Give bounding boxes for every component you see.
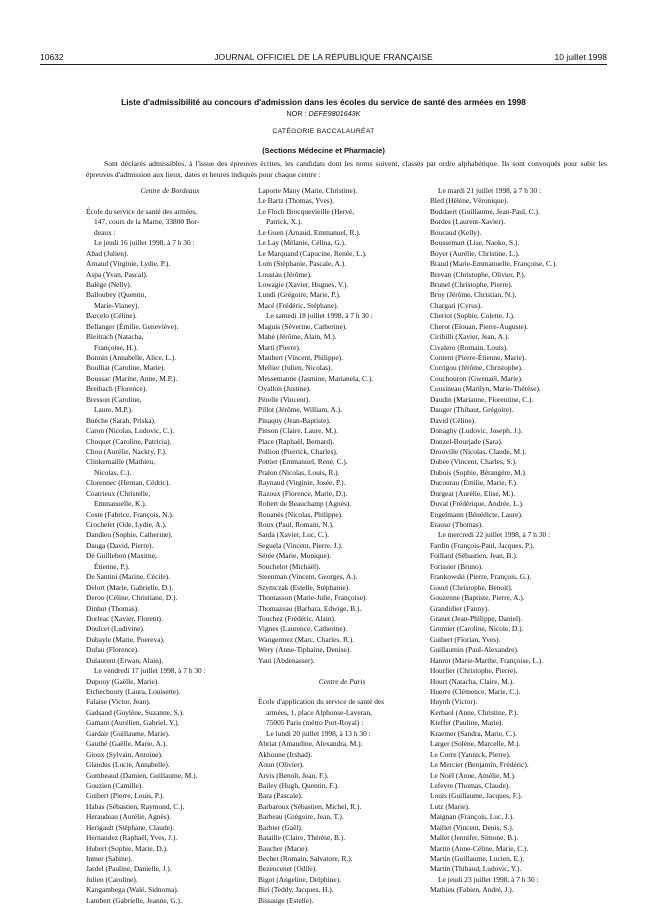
list-item: Louis (Guillaume, Jacques, F.). bbox=[430, 791, 523, 801]
list-item: Maguis (Séverine, Catherine). bbox=[258, 321, 348, 331]
entry-continuation: 75005 Paris (métro Port-Royal) : bbox=[266, 718, 364, 728]
list-item: Bailey (Hugh, Quentin, F.). bbox=[258, 780, 339, 790]
entry-continuation: Emmanuelle, K.). bbox=[94, 499, 147, 509]
list-item: Bonnin (Annabelle, Alice, L.). bbox=[86, 353, 177, 362]
journal-title: JOURNAL OFFICIEL DE LA RÉPUBLIQUE FRANÇAISE bbox=[214, 52, 433, 62]
list-item: Marti (Pierre). bbox=[258, 342, 301, 352]
list-item: Bissauge (Estelle). bbox=[258, 895, 314, 905]
list-item: Jardel (Pauline, Danielle, J.). bbox=[86, 864, 172, 874]
entry-continuation: Laure, M.P.). bbox=[94, 405, 133, 415]
list-item: Wery (Anne-Tiphaine, Denise). bbox=[258, 645, 352, 655]
centre-heading: Centre de Bordeaux bbox=[140, 186, 200, 195]
list-item: Ducourau (Émilie, Marie, F.). bbox=[430, 478, 518, 488]
list-item: Hernandez (Raphaël, Yves, J.). bbox=[86, 833, 178, 843]
list-item: Coste (Fabrice, François, N.). bbox=[86, 509, 174, 519]
list-item: Pottier (Emmanuel, René, C.). bbox=[258, 457, 348, 467]
list-item: Daudin (Marianne, Florentine, C.). bbox=[430, 394, 534, 404]
entry-continuation: Françoise, H.). bbox=[94, 342, 138, 352]
list-item: Boulliat (Caroline, Marie). bbox=[86, 363, 166, 373]
spacer bbox=[258, 666, 426, 676]
list-item: Bruy (Jérôme, Christian, N.). bbox=[430, 290, 517, 300]
column-1 bbox=[86, 186, 254, 906]
list-item: Balège (Nelly). bbox=[86, 279, 132, 289]
list-item: Durgeat (Aurélie, Elise, M.). bbox=[430, 488, 516, 498]
list-item: Gouel (Christophe, Benoit). bbox=[430, 582, 513, 592]
entry-continuation: Marie-Vianey). bbox=[94, 300, 140, 310]
list-item: Touchez (Frédéric, Alain). bbox=[258, 613, 336, 623]
list-item: Forissier (Bruno). bbox=[430, 561, 483, 571]
list-item: Thomazeau (Barbara, Edwige, B.). bbox=[258, 603, 362, 613]
list-item: Guillaumin (Paul-Alexandre). bbox=[430, 645, 519, 655]
list-item: Deroo (Céline, Christiane, D.). bbox=[86, 593, 178, 603]
list-item: Bellanger (Émilie, Geneviève). bbox=[86, 321, 179, 331]
list-item: Donaghy (Ludovic, Joseph, J.). bbox=[430, 426, 523, 436]
list-item: Pinson (Claire, Laure, M.). bbox=[258, 426, 338, 436]
column-3 bbox=[430, 186, 602, 896]
list-item: Aspa (Yvan, Pascal). bbox=[86, 269, 148, 279]
list-item: Gombeaud (Damien, Guillaume, M.). bbox=[86, 770, 198, 780]
list-item: Breibach (Florence). bbox=[86, 384, 148, 394]
list-item: Vignes (Laurence, Catherine). bbox=[258, 624, 348, 634]
list-item: Drouville (Nicolas, Claude, M.). bbox=[430, 446, 527, 456]
list-item: Abriat (Amandine, Alexandra, M.). bbox=[258, 739, 363, 749]
list-item: Pérelle (Vincent). bbox=[258, 394, 311, 404]
session-date: Le jeudi 16 juillet 1998, à 7 h 30 : bbox=[94, 238, 195, 248]
list-item: Civalero (Romain, Louis). bbox=[430, 342, 508, 352]
category-heading: CATÉGORIE BACCALAURÉAT bbox=[272, 128, 375, 135]
list-item: École d'application du service de santé des bbox=[258, 697, 385, 707]
list-item: Bordes (Laurent-Xavier). bbox=[430, 217, 506, 227]
list-item: Cheriot (Sophie, Colette, J.). bbox=[430, 311, 515, 321]
list-item: Rouanès (Nicolas, Philippe). bbox=[258, 509, 343, 519]
session-date: Le vendredi 17 juillet 1998, à 7 h 30 : bbox=[94, 666, 206, 676]
list-item: Oyallon (Justine). bbox=[258, 384, 311, 394]
list-item: Dorleac (Xavier, Florent). bbox=[86, 613, 163, 623]
session-date: Le lundi 20 juillet 1998, à 13 h 30 : bbox=[266, 728, 371, 738]
list-item: Loustau (Jérôme). bbox=[258, 269, 312, 279]
list-item: Mellier (Julien, Nicolas). bbox=[258, 363, 333, 373]
list-item: Martin (Thibaud, Ludovic, Y.). bbox=[430, 864, 522, 874]
sections-heading: (Sections Médecine et Pharmacie) bbox=[262, 146, 385, 155]
list-item: Pillot (Jérôme, William, A.). bbox=[258, 405, 342, 415]
list-item: Maubert (Vincent, Philippe). bbox=[258, 353, 343, 362]
list-item: Raynaud (Virginie, Josée, P.). bbox=[258, 478, 346, 488]
list-item: Boyer (Aurélie, Christine, L.). bbox=[430, 248, 520, 258]
list-item: De Santini (Marine, Cécile). bbox=[86, 572, 170, 582]
list-item: Souchelot (Michaël). bbox=[258, 561, 321, 571]
list-item: Heraudeau (Aurélie, Agnès). bbox=[86, 812, 171, 822]
list-item: Braud (Marie-Emmanuelle, Françoise, C.). bbox=[430, 259, 558, 269]
list-item: Kieffer (Pauline, Marie). bbox=[430, 718, 504, 728]
list-item: Foillard (Sébastien, Jean, B.). bbox=[430, 551, 518, 561]
list-item: Habas (Sébastien, Raymond, C.). bbox=[86, 801, 185, 811]
list-item: Le Mercier (Benjamin, Frédéric). bbox=[430, 760, 529, 770]
list-item: Larger (Solène, Marcelle, M.). bbox=[430, 739, 521, 749]
list-item: Le Lay (Mélanie, Célina, G.). bbox=[258, 238, 346, 248]
nor-reference bbox=[40, 109, 607, 118]
intro-paragraph: Sont déclarés admissibles, à l'issue des épreuves écrites, les candidats dont les noms suivent, classés par ordre alphabétique. Ils sont convoqués pour subir les épreuves d'admission aux lieux, dates et heures indiqués pour chaque centre : bbox=[86, 159, 607, 179]
list-item: Bataille (Claire, Thérèse, B.). bbox=[258, 833, 346, 843]
list-item: Lowagie (Xavier, Hugues, V.). bbox=[258, 279, 349, 289]
list-item: Julien (Caroline). bbox=[86, 874, 138, 884]
list-item: Szymczak (Estelle, Stéphanie). bbox=[258, 582, 350, 592]
entry-continuation: deaux : bbox=[94, 227, 116, 237]
list-item: Kangambega (Walé, Sidnoma). bbox=[86, 885, 179, 895]
list-item: Huynh (Victor). bbox=[430, 697, 478, 707]
centre-heading: Centre de Paris bbox=[318, 676, 366, 686]
list-item: Barcelo (Céline). bbox=[86, 311, 137, 321]
list-item: Maillet (Vincent, Denis, S.). bbox=[430, 822, 514, 832]
list-item: Le Corre (Yannick, Pierre). bbox=[430, 749, 511, 759]
list-item: Kraemer (Sandra, Marie, C.). bbox=[430, 728, 517, 738]
list-item: Hourt (Natacha, Claire, M.). bbox=[430, 676, 514, 686]
list-item: Cherot (Elouan, Pierre-Auguste). bbox=[430, 321, 529, 331]
list-item: Bled (Hélène, Véronique). bbox=[430, 196, 509, 206]
list-item: Frankowski (Pierre, François, G.). bbox=[430, 572, 532, 582]
list-item: Boussac (Marine, Anne, M.P.). bbox=[86, 373, 178, 383]
list-item: Dufau (Florence). bbox=[86, 645, 139, 655]
list-item: Buèche (Sarah, Priska). bbox=[86, 415, 156, 425]
list-item: Kerbaol (Anne, Christine, P.). bbox=[430, 707, 519, 717]
nor-code: DEFE9801643K bbox=[308, 109, 361, 118]
list-item: Etchechoury (Laura, Louisette). bbox=[86, 687, 181, 696]
list-item: Ciribilli (Xavier, Jean, A.). bbox=[430, 332, 510, 342]
list-item: Boddaert (Guillaume, Jean-Paul, C.). bbox=[430, 206, 540, 216]
list-item: David (Céline). bbox=[430, 415, 476, 425]
list-item: Dauga (David, Pierre). bbox=[86, 540, 154, 550]
list-item: Wangermez (Marc, Charles, R.). bbox=[258, 634, 355, 644]
list-item: Hubert (Sophie, Marie, D.). bbox=[86, 843, 168, 853]
session-date: Le mercredi 22 juillet 1998, à 7 h 30 : bbox=[438, 530, 551, 540]
list-item: Le Marquand (Capucine, Renée, L.). bbox=[258, 248, 367, 258]
list-item: Doulcet (Ludivine). bbox=[86, 624, 145, 634]
list-item: Lom (Stéphanie, Pascale, A.). bbox=[258, 259, 347, 269]
list-item: Gioux (Sylvain, Antoine). bbox=[86, 749, 163, 759]
list-item: Donzel-Bourjade (Sara). bbox=[430, 436, 503, 446]
list-item: Le Noël (Anne, Amélie, M.). bbox=[430, 770, 516, 780]
list-item: Lutz (Marie). bbox=[430, 801, 470, 811]
entry-continuation: armées, 1, place Alphonse-Laveran, bbox=[266, 707, 372, 717]
list-item: Dupouy (Gaëlle, Marie). bbox=[86, 676, 160, 686]
spacer bbox=[258, 687, 426, 697]
list-item: Barbeau (Grégoire, Jean, T.). bbox=[258, 812, 344, 822]
list-item: Aoun (Olivier). bbox=[258, 760, 304, 770]
column-2 bbox=[258, 186, 426, 906]
list-item: Maignan (François, Luc, J.). bbox=[430, 812, 514, 822]
list-item: Clinkemaille (Mathieu, bbox=[86, 457, 155, 467]
header-divider bbox=[40, 64, 607, 65]
page-number: 10632 bbox=[40, 52, 64, 62]
list-item: Akhoune (Irshad). bbox=[258, 749, 313, 759]
list-item: Choquet (Caroline, Patricia). bbox=[86, 436, 172, 446]
list-item: Gamant (Aurélien, Gabriel, Y.). bbox=[86, 718, 180, 728]
spacer bbox=[86, 196, 254, 206]
page-header bbox=[40, 52, 607, 64]
list-item: Erauso (Thomas). bbox=[430, 520, 483, 529]
list-item: Bezencenet (Odile). bbox=[258, 864, 318, 874]
list-item: Engelmann (Bénédicte, Laure). bbox=[430, 509, 523, 519]
list-item: Bara (Pascale). bbox=[258, 791, 303, 801]
session-date: Le mardi 21 juillet 1998, à 7 h 30 : bbox=[438, 186, 542, 195]
list-item: Brunel (Christophe, Pierre). bbox=[430, 279, 513, 289]
session-date: Le jeudi 23 juillet 1998, à 7 h 30 : bbox=[438, 874, 539, 884]
list-item: Pralon (Nicolas, Louis, R.). bbox=[258, 467, 340, 477]
list-item: Pollion (Pierrick, Charles). bbox=[258, 446, 338, 456]
list-item: Martin (Guillaume, Lucien, E.). bbox=[430, 854, 525, 863]
list-item: Sarda (Xavier, Luc, C.). bbox=[258, 530, 329, 540]
list-item: Macé (Frédéric, Stéphane). bbox=[258, 300, 339, 310]
list-item: Gromier (Caroline, Nicole, D.). bbox=[430, 624, 524, 634]
list-item: Thomasson (Marie-Julie, Françoise). bbox=[258, 593, 368, 603]
list-item: Mallet (Jennifer, Simone, B.). bbox=[430, 833, 519, 843]
list-item: Fardin (François-Paul, Jacques, P.). bbox=[430, 540, 535, 550]
list-item: Bresson (Caroline, bbox=[86, 394, 142, 404]
list-item: De Guillebon (Maxime, bbox=[86, 551, 157, 561]
list-item: Gouzenne (Baptiste, Pierre, A.). bbox=[430, 593, 525, 603]
list-item: Steenman (Vincent, Georges, A.). bbox=[258, 572, 358, 582]
list-item: Gouzien (Camille). bbox=[86, 780, 144, 790]
list-item: Bleitrach (Natacha, bbox=[86, 332, 144, 342]
list-item: Guibert (Pierre, Louis, P.). bbox=[86, 791, 165, 801]
list-item: Glandus (Lucie, Annabelle). bbox=[86, 760, 170, 770]
list-item: Dubois (Sophie, Bérangère, M.). bbox=[430, 467, 527, 477]
list-item: Corrigou (Jérôme, Christophe). bbox=[430, 363, 523, 373]
list-item: Boussemart (Lise, Naoko, S.). bbox=[430, 238, 520, 248]
list-item: Mahé (Jérôme, Alain, M.). bbox=[258, 332, 337, 342]
list-item: Dulaurent (Erwan, Alain). bbox=[86, 655, 164, 665]
list-item: Delort (Marie, Gabrielle, D.). bbox=[86, 582, 174, 592]
list-item: Le Bartz (Thomas, Yves). bbox=[258, 196, 334, 206]
entry-continuation: Nicolas, C.). bbox=[94, 467, 132, 477]
list-item: Hanrot (Marie-Marthe, Françoise, L.). bbox=[430, 655, 544, 665]
list-item: Chargari (Cyrus). bbox=[430, 300, 482, 310]
list-item: Coatrieux (Christelle, bbox=[86, 488, 151, 498]
list-item: Dandieu (Sophie, Catherine). bbox=[86, 530, 173, 540]
list-item: Le Floch Brocquevieille (Hervé, bbox=[258, 206, 355, 216]
list-item: Martin (Anne-Céline, Marie, C.). bbox=[430, 843, 529, 853]
list-item: Crochelet (Ode, Lydie, A.). bbox=[86, 520, 167, 529]
list-item: Dauger (Thibaut, Grégoire). bbox=[430, 405, 514, 415]
list-item: Caron (Nicolas, Ludovic, C.). bbox=[86, 426, 175, 436]
list-item: Lambert (Gabrielle, Jeanne, G.). bbox=[86, 895, 182, 905]
list-item: Yani (Abdenasser). bbox=[258, 655, 315, 665]
list-item: Le Guen (Arnaud, Emmanuel, R.). bbox=[258, 227, 361, 237]
list-item: Bechet (Romain, Salvatore, R.). bbox=[258, 854, 353, 863]
list-item: Balloubey (Quentin, bbox=[86, 290, 147, 300]
list-item: Chou (Aurélie, Nackry, F.). bbox=[86, 446, 167, 456]
list-item: Arnaud (Virginie, Lydie, P.). bbox=[86, 259, 171, 269]
nor-label: NOR : bbox=[286, 109, 307, 118]
list-item: Cousineau (Marilyn, Marie-Thérèse). bbox=[430, 384, 541, 394]
list-item: Razoux (Florence, Marie, D.). bbox=[258, 488, 348, 498]
issue-date: 10 juillet 1998 bbox=[554, 52, 607, 62]
list-item: Seguela (Vincent, Pierre, J.). bbox=[258, 540, 343, 550]
entry-continuation: 147, cours de la Marne, 33800 Bor- bbox=[94, 217, 200, 227]
list-item: Inmer (Sabine). bbox=[86, 854, 133, 863]
list-item: Huerre (Clémence, Marie, C.). bbox=[430, 687, 521, 696]
list-item: Pinaquy (Jean-Baptiste). bbox=[258, 415, 331, 425]
list-item: Dubee (Vincent, Charles, S.). bbox=[430, 457, 517, 467]
list-item: Robert de Beauchamp (Agnès). bbox=[258, 499, 352, 509]
list-item: Dubayle (Marie, Poereva). bbox=[86, 634, 165, 644]
list-item: Arvis (Benoît, Jean, F.). bbox=[258, 770, 329, 780]
list-item: Gauthé (Gaëlle, Marie, A.). bbox=[86, 739, 168, 749]
list-item: Lefevre (Thomas, Claude). bbox=[430, 780, 511, 790]
list-item: Content (Pierre-Étienne, Marie). bbox=[430, 353, 527, 362]
list-item: Brevan (Christophe, Olivier, P.). bbox=[430, 269, 526, 279]
list-item: Gadsaud (Guylène, Suzanne, S.). bbox=[86, 707, 184, 717]
list-item: Roux (Paul, Romain, N.). bbox=[258, 520, 334, 529]
list-item: Mathieu (Fabien, André, J.). bbox=[430, 885, 514, 895]
list-item: Biri (Teddy, Jacques, H.). bbox=[258, 885, 334, 895]
list-item: Lundi (Grégoire, Marie, P.). bbox=[258, 290, 341, 300]
list-item: Sérée (Marie, Monique). bbox=[258, 551, 332, 561]
list-item: Clorennec (Hernan, Cédric). bbox=[86, 478, 171, 488]
list-item: Herigault (Stéphane, Claude). bbox=[86, 822, 175, 832]
list-item: Boucaud (Kelly). bbox=[430, 227, 482, 237]
list-item: Falaise (Victor, Jean). bbox=[86, 697, 151, 707]
list-item: Duval (Frédérique, Andrée, L.). bbox=[430, 499, 524, 509]
list-item: Laporte Many (Marie, Christine). bbox=[258, 186, 358, 195]
entry-continuation: Étienne, P.). bbox=[94, 561, 130, 571]
list-item: Barbier (Gaël). bbox=[258, 822, 303, 832]
list-item: Grandidier (Fanny). bbox=[430, 603, 490, 613]
list-item: Gardair (Guillaume, Marie). bbox=[86, 728, 170, 738]
list-item: Baucher (Marie). bbox=[258, 843, 309, 853]
list-item: École du service de santé des armées, bbox=[86, 206, 198, 216]
list-item: Messemanne (Jasmine, Marianela, C.). bbox=[258, 373, 374, 383]
session-date: Le samedi 18 juillet 1998, à 7 h 30 : bbox=[266, 311, 373, 321]
list-item: Barbaroux (Sébastien, Michel, R.). bbox=[258, 801, 362, 811]
list-item: Bigot (Angeline, Delphine). bbox=[258, 874, 341, 884]
entry-continuation: Patrick, X.). bbox=[266, 217, 303, 227]
list-item: Place (Raphaël, Bernard). bbox=[258, 436, 335, 446]
list-item: Granet (Jean-Philippe, Daniel). bbox=[430, 613, 523, 623]
document-title: Liste d'admissibilité au concours d'admission dans les écoles du service de santé des armées en 1998 bbox=[121, 97, 526, 107]
list-item: Guibert (Florian, Yves). bbox=[430, 634, 501, 644]
list-item: Hourlier (Christophe, Pierre). bbox=[430, 666, 518, 676]
list-item: Couchouron (Gwenaël, Marie). bbox=[430, 373, 523, 383]
list-item: Dinhut (Thomas). bbox=[86, 603, 139, 613]
list-item: Abad (Julien). bbox=[86, 248, 129, 258]
